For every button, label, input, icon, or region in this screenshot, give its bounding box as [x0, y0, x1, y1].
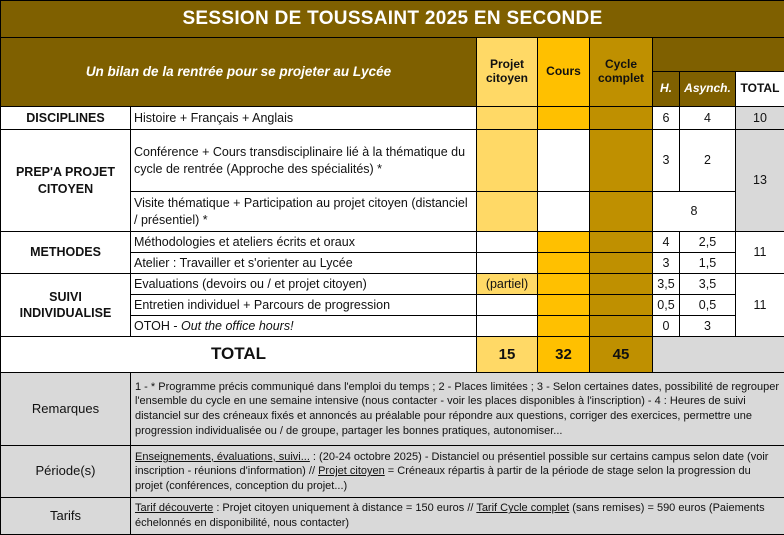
header-filler — [653, 38, 784, 72]
row-description: Entretien individuel + Parcours de progression — [131, 295, 477, 316]
async-value: 3 — [680, 316, 736, 337]
row-description: Atelier : Travailler et s'orienter au Lycée — [131, 253, 477, 274]
subtitle: Un bilan de la rentrée pour se projeter au Lycée — [1, 38, 477, 107]
total-value: 11 — [736, 274, 784, 337]
category-methodes: METHODES — [1, 232, 131, 274]
tarifs-row — [1, 498, 784, 535]
tarifs-text: Tarif découverte : Projet citoyen uniquement à distance = 150 euros // Tarif Cycle complet (sans remises) = 590 euros (Paiements échelonnés en disponibilité, nous contacter) — [131, 498, 784, 535]
hours-value: 3 — [653, 253, 680, 274]
page-title: SESSION DE TOUSSAINT 2025 EN SECONDE — [1, 1, 784, 38]
total-cycle-complet: 45 — [590, 337, 653, 373]
category-prepa-projet-citoyen: PREP'A PROJET CITOYEN — [1, 130, 131, 232]
col-header-hours: H. — [653, 72, 680, 107]
async-value: 2,5 — [680, 232, 736, 253]
async-value: 4 — [680, 107, 736, 130]
hours-value: 6 — [653, 107, 680, 130]
row-description: Conférence + Cours transdisciplinaire lié à la thématique du cycle de rentrée (Approche des spécialités) * — [131, 130, 477, 192]
col-header-projet-citoyen: Projet citoyen — [477, 38, 538, 107]
row-description: Méthodologies et ateliers écrits et oraux — [131, 232, 477, 253]
period-text: Enseignements, évaluations, suivi... : (20-24 octobre 2025) - Distanciel ou présentiel possible sur certains campus selon date (voir inscription - réunions d'information) // Projet citoyen = Créneaux répartis à partir de la période de stage selon la progression du projet (conférences, conception du projet...) — [131, 446, 784, 498]
hours-value: 0,5 — [653, 295, 680, 316]
remarks-row — [1, 373, 784, 446]
period-row — [1, 446, 784, 498]
category-disciplines: DISCIPLINES — [1, 107, 131, 130]
table-row — [1, 107, 784, 130]
async-value: 1,5 — [680, 253, 736, 274]
row-description: OTOH - Out the office hours! — [131, 316, 477, 337]
hours-value: 3 — [653, 130, 680, 192]
async-value: 3,5 — [680, 274, 736, 295]
col-header-total: TOTAL — [736, 72, 784, 107]
table-row — [1, 232, 784, 253]
row-description: Visite thématique + Participation au projet citoyen (distanciel / présentiel) * — [131, 192, 477, 232]
remarks-text: 1 - * Programme précis communiqué dans l'emploi du temps ; 2 - Places limitées ; 3 - Selon certaines dates, possibilité de regrouper l'ensemble du cycle en une semaine intensive (nous contacter - voir les places disponibles à l'inscription) - 4 : Heures de suivi distanciel sur des créneaux fixés et annoncés au préalable pour répondre aux questions, corriger des exercices, permettre une progression individualisée ou / de groupe, partager les bonnes pratiques, autonomiser... — [131, 373, 784, 446]
remarks-label: Remarques — [1, 373, 131, 446]
total-value: 13 — [736, 130, 784, 232]
hours-value: 0 — [653, 316, 680, 337]
row-description: Evaluations (devoirs ou / et projet citoyen) — [131, 274, 477, 295]
tarifs-label: Tarifs — [1, 498, 131, 535]
total-projet-citoyen: 15 — [477, 337, 538, 373]
col-header-cycle-complet: Cycle complet — [590, 38, 653, 107]
total-row — [1, 337, 784, 373]
hours-value: 4 — [653, 232, 680, 253]
async-value: 0,5 — [680, 295, 736, 316]
combined-hours-value: 8 — [653, 192, 736, 232]
table-row — [1, 274, 784, 295]
col-header-cours: Cours — [538, 38, 590, 107]
total-value: 11 — [736, 232, 784, 274]
total-value: 10 — [736, 107, 784, 130]
col-header-async: Asynch. — [680, 72, 736, 107]
period-label: Période(s) — [1, 446, 131, 498]
table-row — [1, 130, 784, 192]
category-suivi-individualise: SUIVI INDIVIDUALISE — [1, 274, 131, 337]
async-value: 2 — [680, 130, 736, 192]
row-description: Histoire + Français + Anglais — [131, 107, 477, 130]
partiel-note: (partiel) — [477, 274, 538, 295]
hours-value: 3,5 — [653, 274, 680, 295]
total-label: TOTAL — [1, 337, 477, 373]
total-cours: 32 — [538, 337, 590, 373]
